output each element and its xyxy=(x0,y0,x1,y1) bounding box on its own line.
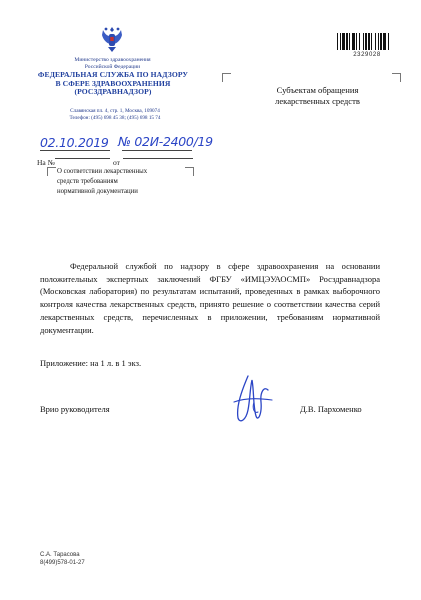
recipient-line-1: Субъектам обращения xyxy=(276,85,359,95)
reference-date-label: от xyxy=(113,158,120,167)
handwritten-signature-icon xyxy=(228,372,276,428)
recipient-corner-right xyxy=(392,73,401,82)
attachment-note: Приложение: на 1 л. в 1 экз. xyxy=(40,358,142,368)
executor-name: С.А. Тарасова xyxy=(40,552,80,558)
subject-line-1: О соответствии лекарственных xyxy=(57,168,148,175)
ministry-line-1: Министерство здравоохранения xyxy=(74,57,151,63)
letter-body: Федеральной службой по надзору в сфере здравоохранения на основании положительных экспертных заключений ФГБУ «ИМЦЭУАОСМП» Росздравнадзора (Московская лаборатория) по результатам испытаний, проведенных в рамках выборочного контроля качества лекарственных средств, принято решение о соответствии качества серий лекарственных средств, перечисленных в приложении, требованиям нормативной документации. xyxy=(40,261,380,335)
executor-block xyxy=(40,551,85,567)
subject-line-2: средств требованиям xyxy=(57,178,118,185)
reference-date-rule xyxy=(123,158,193,159)
signatory-position: Врио руководителя xyxy=(40,404,110,414)
ministry-line-2: Российской Федерации xyxy=(84,63,141,70)
subject-corner-left xyxy=(47,167,56,176)
double-headed-eagle-emblem-icon xyxy=(99,24,125,54)
registration-number: 02И-2400/19 xyxy=(134,134,213,149)
agency-address xyxy=(40,108,190,122)
date-underline xyxy=(40,150,110,151)
recipient-block xyxy=(250,85,385,107)
barcode-number: 2329028 xyxy=(353,52,381,58)
barcode-icon xyxy=(337,33,397,50)
agency-name xyxy=(28,71,198,97)
handwritten-number xyxy=(118,134,213,149)
phone-line: Телефон: (495) 698 45 38; (495) 698 15 74 xyxy=(69,115,161,122)
subject-block xyxy=(57,167,177,197)
handwritten-date: 02.10.2019 xyxy=(40,135,109,150)
executor-phone: 8(499)578-01-27 xyxy=(40,560,85,566)
recipient-corner-left xyxy=(222,73,231,82)
agency-line-3: (РОСЗДРАВНАДЗОР) xyxy=(74,87,152,97)
reference-number-label: На № xyxy=(37,158,55,167)
recipient-line-2: лекарственных средств xyxy=(275,96,360,107)
number-underline xyxy=(122,150,192,151)
agency-line-2: В СФЕРЕ ЗДРАВООХРАНЕНИЯ xyxy=(55,78,171,88)
signatory-name: Д.В. Пархоменко xyxy=(300,404,362,414)
number-sign: № xyxy=(118,134,131,149)
subject-line-3: нормативной документации xyxy=(57,188,138,195)
subject-corner-right xyxy=(185,167,194,176)
address-line: Славянская пл. 4, стр. 1, Москва, 109074 xyxy=(70,108,160,114)
agency-line-1: ФЕДЕРАЛЬНАЯ СЛУЖБА ПО НАДЗОРУ xyxy=(37,70,189,79)
ministry-name xyxy=(40,57,185,70)
reference-number-rule xyxy=(55,158,110,159)
